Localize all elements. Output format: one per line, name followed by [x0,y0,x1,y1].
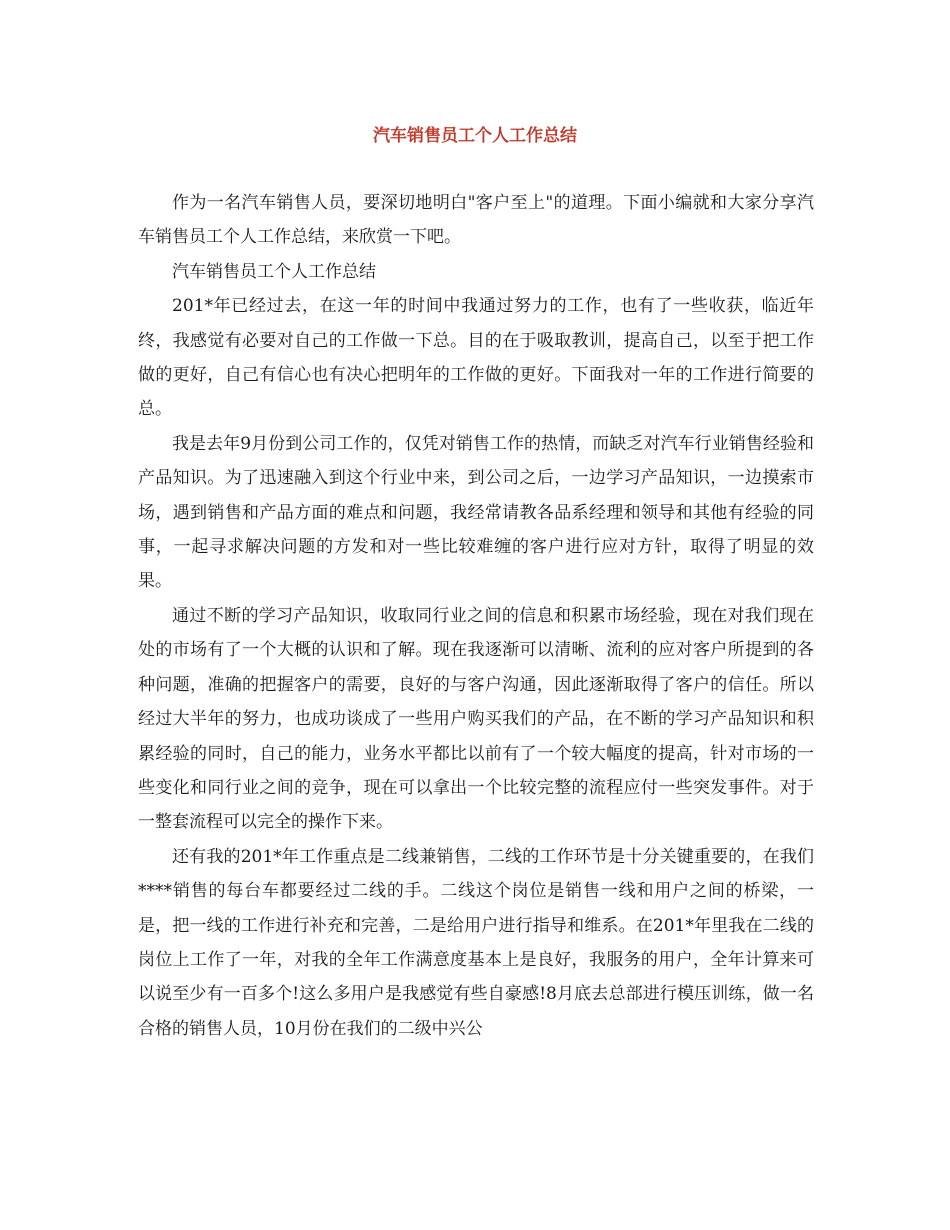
paragraph-intro: 作为一名汽车销售人员，要深切地明白"客户至上"的道理。下面小编就和大家分享汽车销售员工个人工作总结，来欣赏一下吧。 [138,193,814,248]
paragraph-overview: 201*年已经过去，在这一年的时间中我通过努力的工作，也有了一些收获，临近年终，我感觉有必要对自己的工作做一下总。目的在于吸取教训，提高自己，以至于把工作做的更好，自己有信心也有决心把明年的工作做的更好。下面我对一年的工作进行简要的总。 [138,296,814,420]
paragraph-second-line: 还有我的201*年工作重点是二线兼销售，二线的工作环节是十分关键重要的，在我们****销售的每台车都要经过二线的手。二线这个岗位是销售一线和用户之间的桥梁，一是，把一线的工作进行补充和完善，二是给用户进行指导和维系。在201*年里我在二线的岗位上工作了一年，对我的全年工作满意度基本上是良好，我服务的用户，全年计算来可以说至少有一百多个!这么多用户是我感觉有些自豪感!8月底去总部进行模压训练，做一名合格的销售人员，10月份在我们的二级中兴公 [138,846,814,1039]
document-title: 汽车销售员工个人工作总结 [373,126,577,146]
paragraph-learning: 通过不断的学习产品知识，收取同行业之间的信息和积累市场经验，现在对我们现在处的市场有了一个大概的认识和了解。现在我逐渐可以清晰、流利的应对客户所提到的各种问题，准确的把握客户的需要，良好的与客户沟通，因此逐渐取得了客户的信任。所以经过大半年的努力，也成功谈成了一些用户购买我们的产品，在不断的学习产品知识和积累经验的同时，自己的能力，业务水平都比以前有了一个较大幅度的提高，针对市场的一些变化和同行业之间的竞争，现在可以拿出一个比较完整的流程应付一些突发事件。对于一整套流程可以完全的操作下来。 [138,605,814,833]
document-body [138,186,814,1046]
paragraph-joining: 我是去年9月份到公司工作的，仅凭对销售工作的热情，而缺乏对汽车行业销售经验和产品知识。为了迅速融入到这个行业中来，到公司之后，一边学习产品知识，一边摸索市场，遇到销售和产品方面的难点和问题，我经常请教各品系经理和领导和其他有经验的同事，一起寻求解决问题的方发和对一些比较难缠的客户进行应对方针，取得了明显的效果。 [138,433,814,592]
paragraph-subtitle: 汽车销售员工个人工作总结 [172,261,376,282]
